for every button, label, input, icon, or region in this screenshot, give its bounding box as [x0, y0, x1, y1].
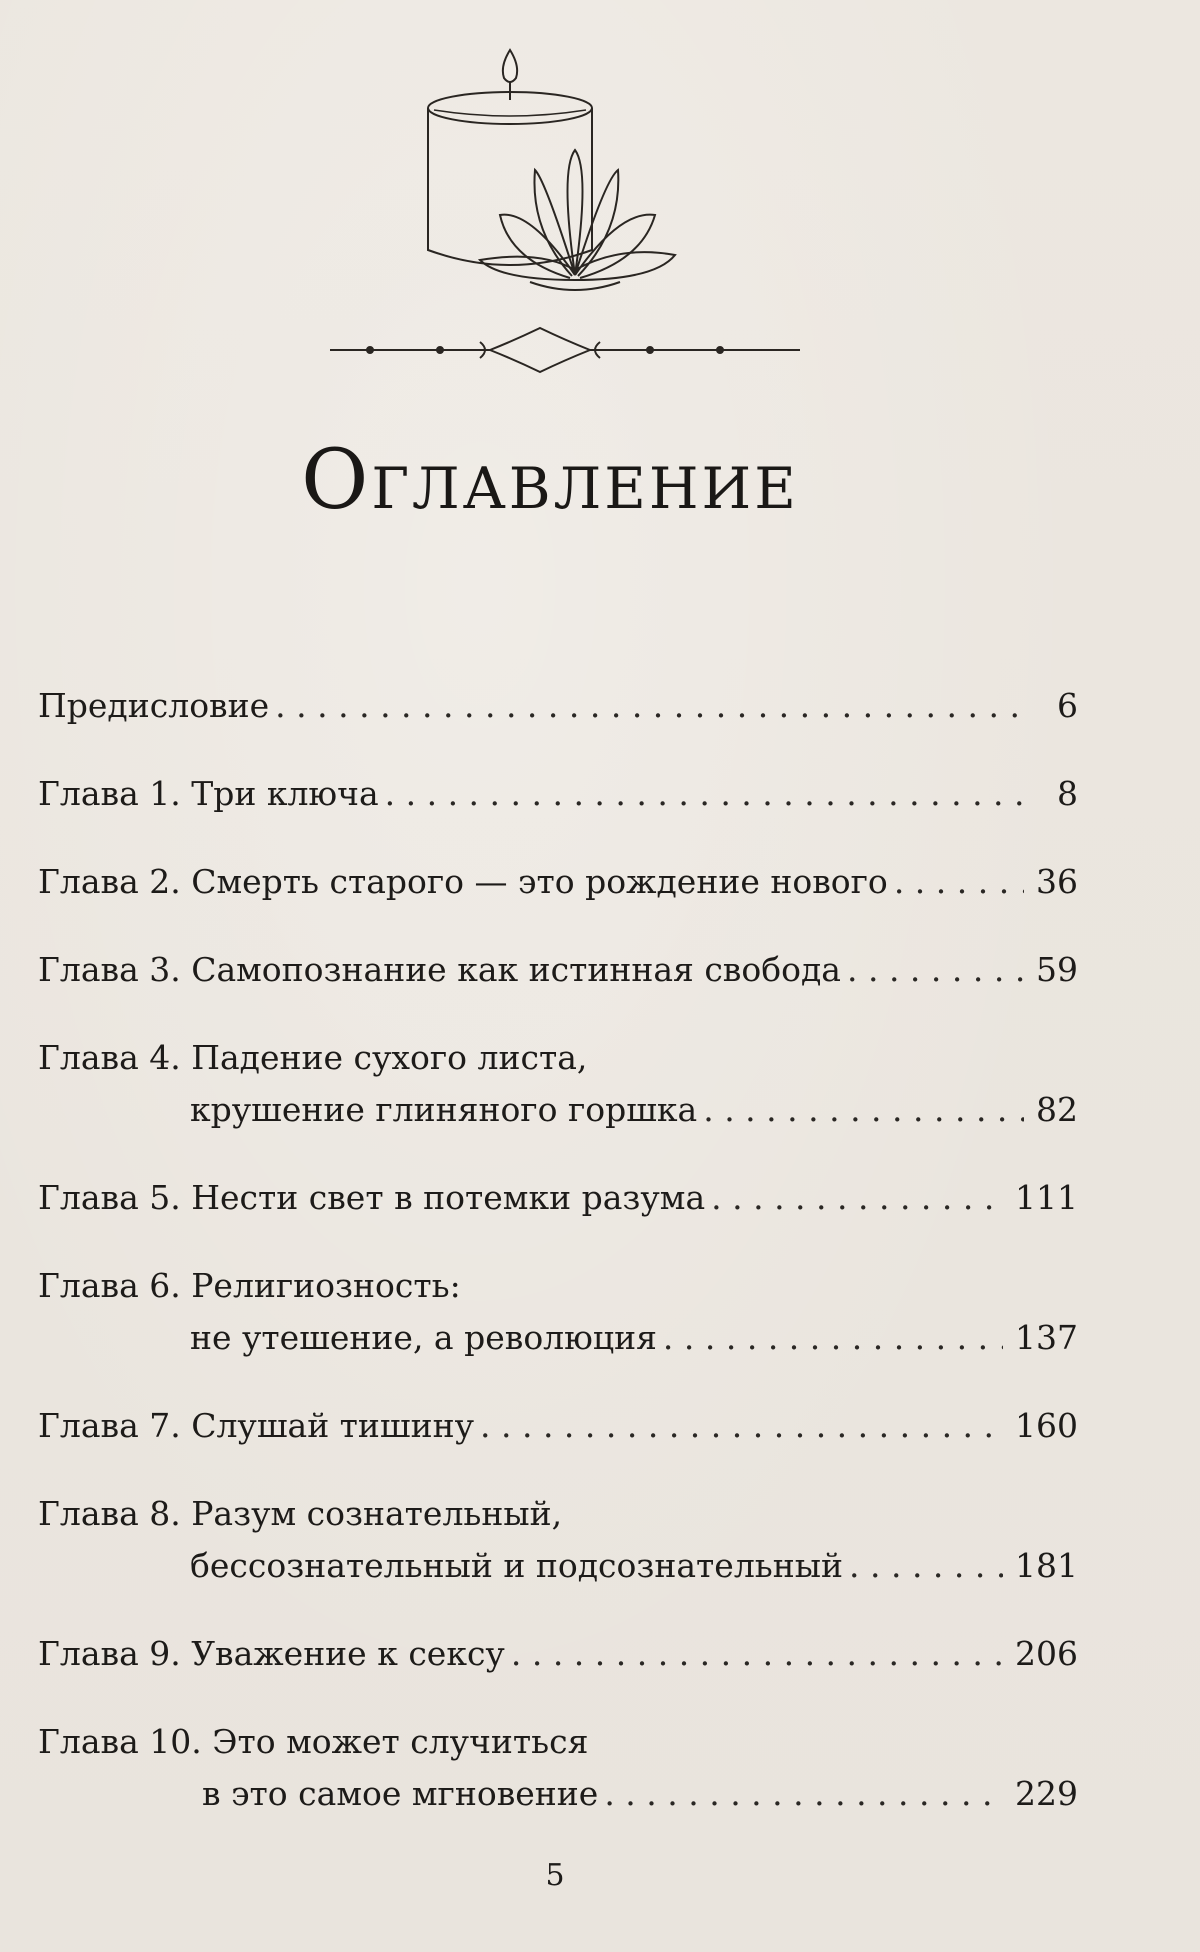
dot-leader [703, 1084, 1024, 1136]
toc-entry-subtitle: в это самое мгновение [202, 1774, 599, 1813]
toc-page-number: 181 [1015, 1546, 1078, 1585]
toc-entry-chapter-4[interactable] [38, 1032, 1078, 1136]
flourish-divider-icon [330, 328, 800, 372]
toc-entry-chapter-2[interactable] [38, 856, 1078, 908]
toc-entry-title: Глава 1. Три ключа [38, 774, 379, 813]
toc-entry-chapter-6[interactable] [38, 1260, 1078, 1364]
toc-page-number: 8 [1057, 774, 1078, 813]
toc-entry-chapter-8[interactable] [38, 1488, 1078, 1592]
toc-entry-title: Глава 10. Это может случиться [38, 1722, 589, 1761]
dot-leader [604, 1768, 1003, 1820]
toc-page-number: 82 [1036, 1090, 1078, 1129]
toc-entry-chapter-3[interactable] [38, 944, 1078, 996]
toc-entry-title: Глава 4. Падение сухого листа, [38, 1038, 588, 1077]
toc-entry-title: Глава 5. Нести свет в потемки разума [38, 1178, 706, 1217]
toc-page-number: 206 [1015, 1634, 1078, 1673]
toc-entry-title: Глава 9. Уважение к сексу [38, 1634, 505, 1673]
toc-entry-chapter-5[interactable] [38, 1172, 1078, 1224]
candle-lotus-icon [330, 30, 820, 410]
toc-entry-chapter-7[interactable] [38, 1400, 1078, 1452]
toc-entry-subtitle: крушение глиняного горшка [190, 1090, 698, 1129]
toc-entry-subtitle: бессознательный и подсознательный [190, 1546, 844, 1585]
toc-entry-title: Глава 6. Религиозность: [38, 1266, 461, 1305]
page-title: Оглавление [301, 433, 799, 528]
dot-leader [847, 944, 1024, 996]
table-of-contents [38, 680, 1078, 1856]
dot-leader [711, 1172, 1003, 1224]
toc-entry-subtitle: не утешение, а революция [190, 1318, 657, 1357]
dot-leader [275, 680, 1026, 732]
toc-page-number: 111 [1015, 1178, 1078, 1217]
dot-leader [894, 856, 1024, 908]
toc-entry-preface[interactable] [38, 680, 1078, 732]
toc-page-number: 160 [1015, 1406, 1078, 1445]
toc-entry-title: Глава 7. Слушай тишину [38, 1406, 475, 1445]
dot-leader [385, 768, 1026, 820]
page-number: 5 [545, 1858, 565, 1893]
dot-leader [480, 1400, 1003, 1452]
toc-entry-chapter-1[interactable] [38, 768, 1078, 820]
toc-entry-chapter-9[interactable] [38, 1628, 1078, 1680]
toc-page-number: 6 [1057, 686, 1078, 725]
toc-page-number: 229 [1015, 1774, 1078, 1813]
toc-entry-chapter-10[interactable] [38, 1716, 1078, 1820]
dot-leader [663, 1312, 1003, 1364]
toc-entry-title: Глава 8. Разум сознательный, [38, 1494, 563, 1533]
toc-entry-title: Глава 3. Самопознание как истинная свобода [38, 950, 841, 989]
toc-entry-title: Предисловие [38, 686, 270, 725]
toc-page-number: 137 [1015, 1318, 1078, 1357]
toc-page-number: 36 [1036, 862, 1078, 901]
toc-entry-title: Глава 2. Смерть старого — это рождение нового [38, 862, 888, 901]
toc-page-number: 59 [1036, 950, 1078, 989]
dot-leader [511, 1628, 1003, 1680]
dot-leader [849, 1540, 1003, 1592]
